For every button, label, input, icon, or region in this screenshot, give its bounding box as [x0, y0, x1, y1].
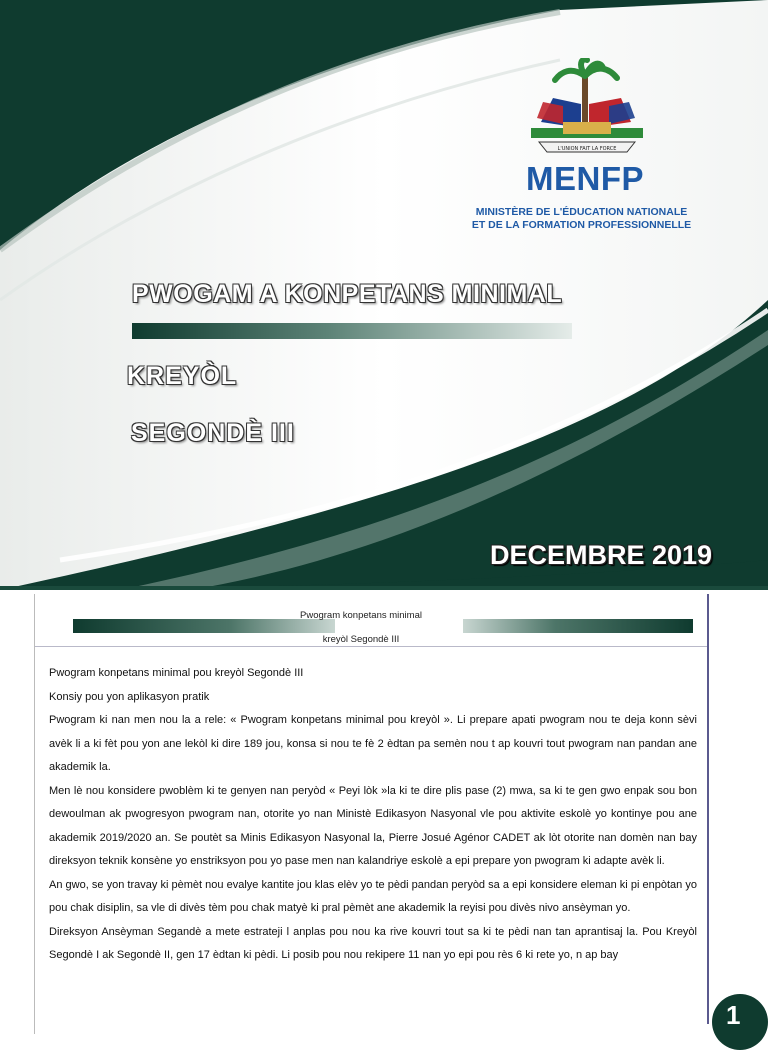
paragraph: Pwogram ki nan men nou la a rele: « Pwogram konpetans minimal pou kreyòl ». Li prepare apati pwogram nou te deja konn sèvi avèk li a ki fèt pou yon ane lekòl ki dire 189 jou, konsa si nou te fè 2 èdtan pa semèn nou t ap kouvri tout pwogram nan pandan ane akademik la.: [49, 714, 697, 773]
paragraph: An gwo, se yon travay ki pèmèt nou evalye kantite jou klas elèv yo te pèdi pandan peryòd sa a epi konsidere eleman ki pi enpòtan yo pou chak disiplin, sa vle di divès tèm pou chak matyè ki pral pèmèt ane akademik la reyisi pou divès nivo ansèyman yo.: [49, 878, 697, 914]
subject-label: KREYÒL: [127, 362, 238, 390]
body-text: [49, 662, 697, 968]
content-page: [34, 594, 707, 1034]
level-label: SEGONDÈ III: [131, 419, 295, 447]
paragraph: Direksyon Ansèyman Segandè a mete estrateji l anplas pou nou ka rive kouvri tout sa ki te pèdi nan tan aprantisaj la. Pou Kreyòl Segondè I ak Segondè II, gen 17 èdtan ki pèdi. Li posib pou nou rekipere 11 nan yo epi pou rès 6 ki rete yo, n ap bay: [49, 925, 697, 961]
svg-text:L'UNION FAIT LA FORCE: L'UNION FAIT LA FORCE: [557, 146, 617, 152]
paragraph: Konsiy pou yon aplikasyon pratik: [49, 690, 210, 703]
title-underline-bar: [132, 323, 572, 339]
header-bar-left: [73, 619, 335, 633]
paragraph: Men lè nou konsidere pwoblèm ki te genyen nan peryòd « Peyi lòk »la ki te dire plis pase (2) mwa, sa ki te gen gwo enpak sou bon dewoulman ak pwogresyon pwogram nan, otorite yo nan Ministè Edikasyon Nasyonal vle pou aktivite eskolè yo kontinye pou ane akademik 2019/2020 an. Se poutèt sa Minis Edikasyon Nasyonal la, Pierre Josué Agénor CADET ak lòt otorite nan domèn nan bay direksyon teknik konsène yo enstriksyon pou yo pase men nan kalandriye eskolè a epi prepare yon pwogram ki adapte avèk li.: [49, 784, 697, 867]
header-rule: [35, 646, 707, 647]
coat-of-arms-logo: [523, 58, 651, 156]
header-bar-right: [463, 619, 693, 633]
org-full-line-1: MINISTÈRE DE L'ÉDUCATION NATIONALE: [475, 206, 688, 218]
publication-date: DECEMBRE 2019: [490, 540, 713, 570]
paragraph: Pwogram konpetans minimal pou kreyòl Segondè III: [49, 667, 304, 679]
page-number: 1: [726, 1000, 741, 1030]
page-header-subtitle: kreyòl Segondè III: [322, 634, 400, 645]
page-number-badge: [712, 994, 768, 1050]
document-title: PWOGAM A KONPETANS MINIMAL: [132, 280, 563, 308]
org-full-line-2: ET DE LA FORMATION PROFESSIONNELLE: [471, 219, 692, 231]
page-header-title: Pwogram konpetans minimal: [300, 610, 422, 621]
org-acronym: MENFP: [526, 160, 644, 197]
org-full-name: [454, 206, 709, 232]
